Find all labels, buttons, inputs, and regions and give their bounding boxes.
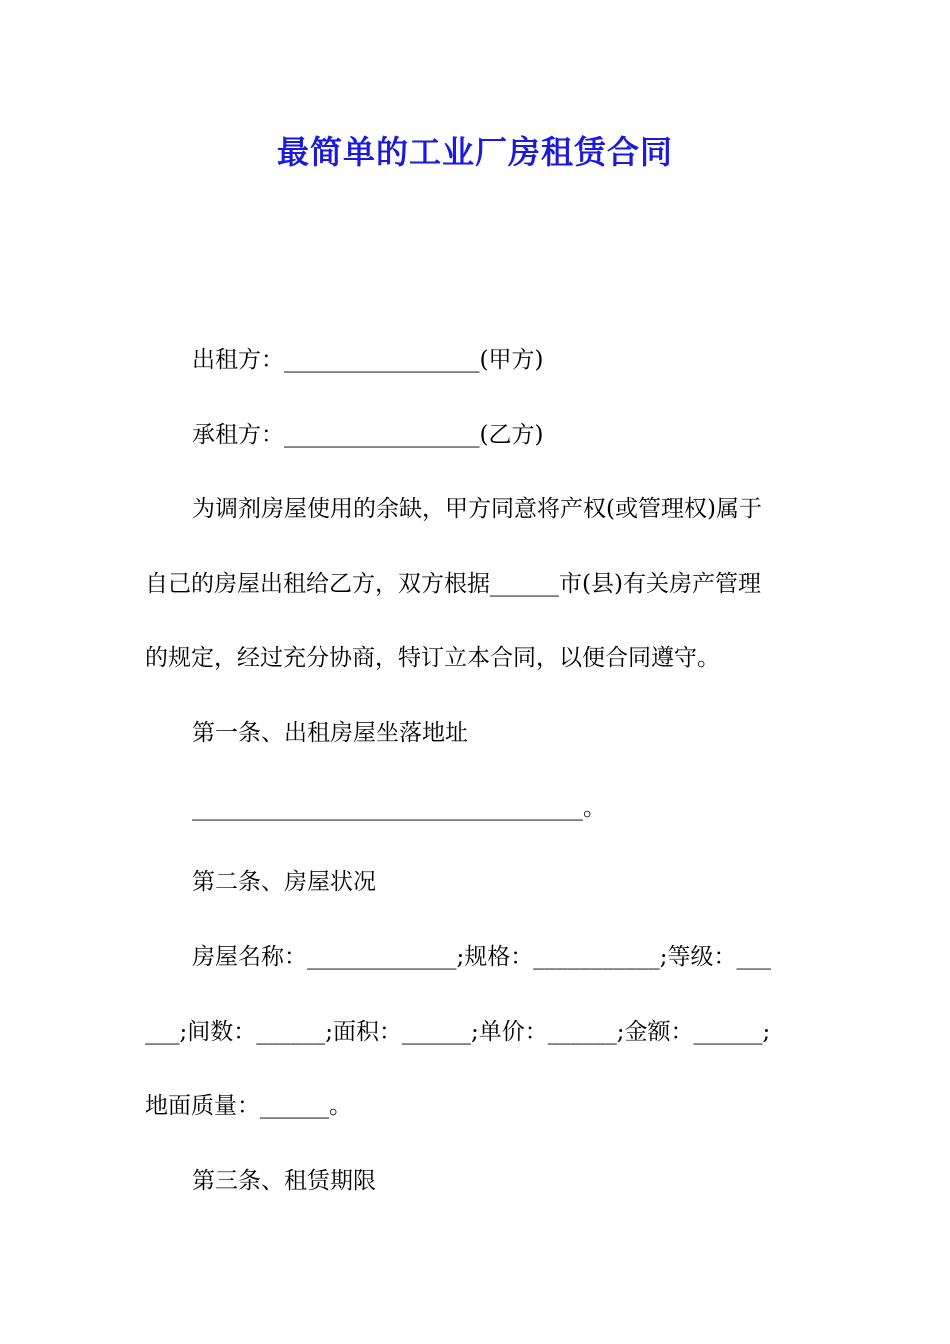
article-2-details-line-2: ___;间数：______;面积：______;单价：______;金额：______; [145,1019,771,1045]
preamble-line-1: 为调剂房屋使用的余缺，甲方同意将产权(或管理权)属于 [192,496,762,522]
article-1-address-blank: __________________________________。 [192,795,606,821]
article-3-heading: 第三条、租赁期限 [192,1168,376,1194]
article-2-details-line-3: 地面质量：______。 [145,1093,352,1119]
article-1-heading: 第一条、出租房屋坐落地址 [192,720,468,746]
document-title: 最简单的工业厂房租赁合同 [276,133,673,171]
preamble-line-3: 的规定，经过充分协商，特订立本合同，以便合同遵守。 [145,645,720,671]
article-2-details-line-1: 房屋名称：_____________;规格：___________;等级：___ [192,944,771,970]
lessor-line: 出租方：_________________(甲方) [192,347,544,373]
lessee-line: 承租方：_________________(乙方) [192,422,544,448]
preamble-line-2: 自己的房屋出租给乙方，双方根据______市(县)有关房产管理 [145,571,761,597]
article-2-heading: 第二条、房屋状况 [192,869,376,895]
